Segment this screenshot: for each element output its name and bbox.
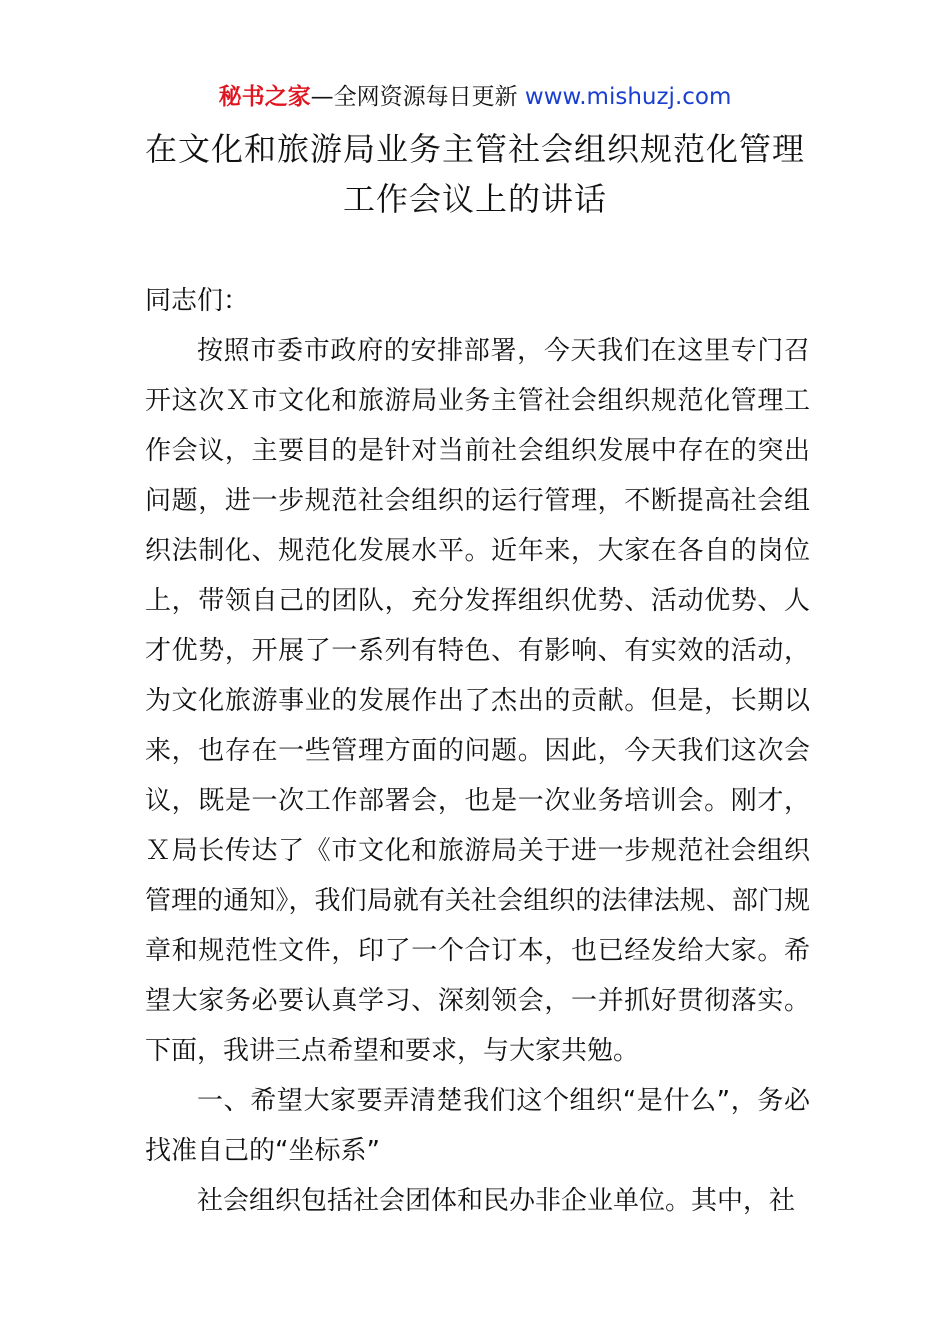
header-tagline: —全网资源每日更新 <box>310 84 518 110</box>
brand-name: 秘书之家 <box>218 84 311 110</box>
document-title <box>100 124 850 224</box>
title-line-2: 工作会议上的讲话 <box>342 180 607 218</box>
document-body <box>145 276 810 1226</box>
paragraph-social-orgs: 社会组织包括社会团体和民办非企业单位。其中，社 <box>197 1186 796 1216</box>
title-line-1: 在文化和旅游局业务主管社会组织规范化管理 <box>144 130 805 168</box>
section-heading-1: 一、希望大家要弄清楚我们这个组织“是什么”，务必找准自己的“坐标系” <box>145 1086 810 1166</box>
site-url: www.mishuzj.com <box>524 84 732 110</box>
paragraph-intro: 按照市委市政府的安排部署，今天我们在这里专门召开这次Ｘ市文化和旅游局业务主管社会组织规范化管理工作会议，主要目的是针对当前社会组织发展中存在的突出问题，进一步规范社会组织的运行管理，不断提高社会组织法制化、规范化发展水平。近年来，大家在各自的岗位上，带领自己的团队，充分发挥组织优势、活动优势、人才优势，开展了一系列有特色、有影响、有实效的活动，为文化旅游事业的发展作出了杰出的贡献。但是，长期以来，也存在一些管理方面的问题。因此，今天我们这次会议，既是一次工作部署会，也是一次业务培训会。刚才，Ｘ局长传达了《市文化和旅游局关于进一步规范社会组织管理的通知》，我们局就有关社会组织的法律法规、部门规章和规范性文件，印了一个合订本，也已经发给大家。希望大家务必要认真学习、深刻领会，一并抓好贯彻落实。下面，我讲三点希望和要求，与大家共勉。 <box>145 336 810 1066</box>
salutation: 同志们： <box>145 286 250 316</box>
site-header <box>0 80 950 114</box>
